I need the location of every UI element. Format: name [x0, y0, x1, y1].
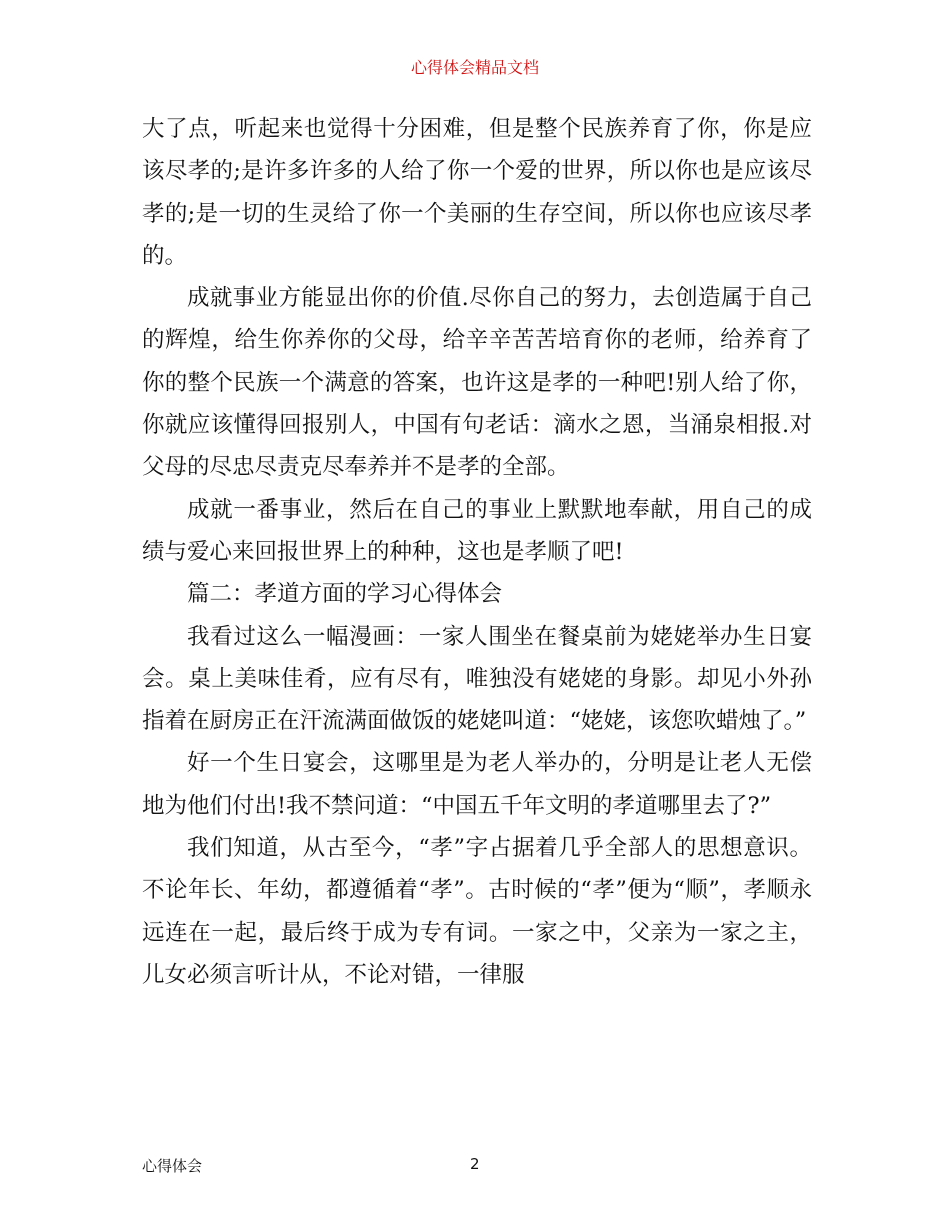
- section-heading: 篇二：孝道方面的学习心得体会: [187, 581, 503, 608]
- paragraph: 我们知道，从古至今，“孝”字占据着几乎全部人的思想意识。不论年长、年幼，都遵循着“孝”。古时候的“孝”便为“顺”，孝顺永远连在一起，最后终于成为专有词。一家之中，父亲为一家之主，儿女必须言听计从，不论对错，一律服: [142, 835, 812, 988]
- page-number: 2: [470, 1155, 480, 1173]
- paragraph: 成就一番事业，然后在自己的事业上默默地奉献，用自己的成绩与爱心来回报世界上的种种，这也是孝顺了吧!: [142, 496, 812, 565]
- paragraph: 我看过这么一幅漫画：一家人围坐在餐桌前为姥姥举办生日宴会。桌上美味佳肴，应有尽有，唯独没有姥姥的身影。却见小外孙指着在厨房正在汗流满面做饭的姥姥叫道：“姥姥，该您吹蜡烛了。”: [142, 623, 812, 735]
- paragraph-continuation: 大了点，听起来也觉得十分困难，但是整个民族养育了你，你是应该尽孝的;是许多许多的人给了你一个爱的世界，所以你也是应该尽孝的;是一切的生灵给了你一个美丽的生存空间，所以你也应该尽孝的。: [142, 116, 812, 269]
- paragraph: 成就事业方能显出你的价值.尽你自己的努力，去创造属于自己的辉煌，给生你养你的父母，给辛辛苦苦培育你的老师，给养育了你的整个民族一个满意的答案，也许这是孝的一种吧!别人给了你，你就应该懂得回报别人，中国有句老话：滴水之恩，当涌泉相报.对父母的尽忠尽责克尽奉养并不是孝的全部。: [142, 285, 812, 481]
- footer-label: 心得体会: [142, 1157, 203, 1175]
- document-body: [142, 108, 812, 996]
- page-header-title: 心得体会精品文档: [410, 58, 539, 77]
- paragraph: 好一个生日宴会，这哪里是为老人举办的，分明是让老人无偿地为他们付出!我不禁问道：“中国五千年文明的孝道哪里去了?”: [142, 750, 812, 819]
